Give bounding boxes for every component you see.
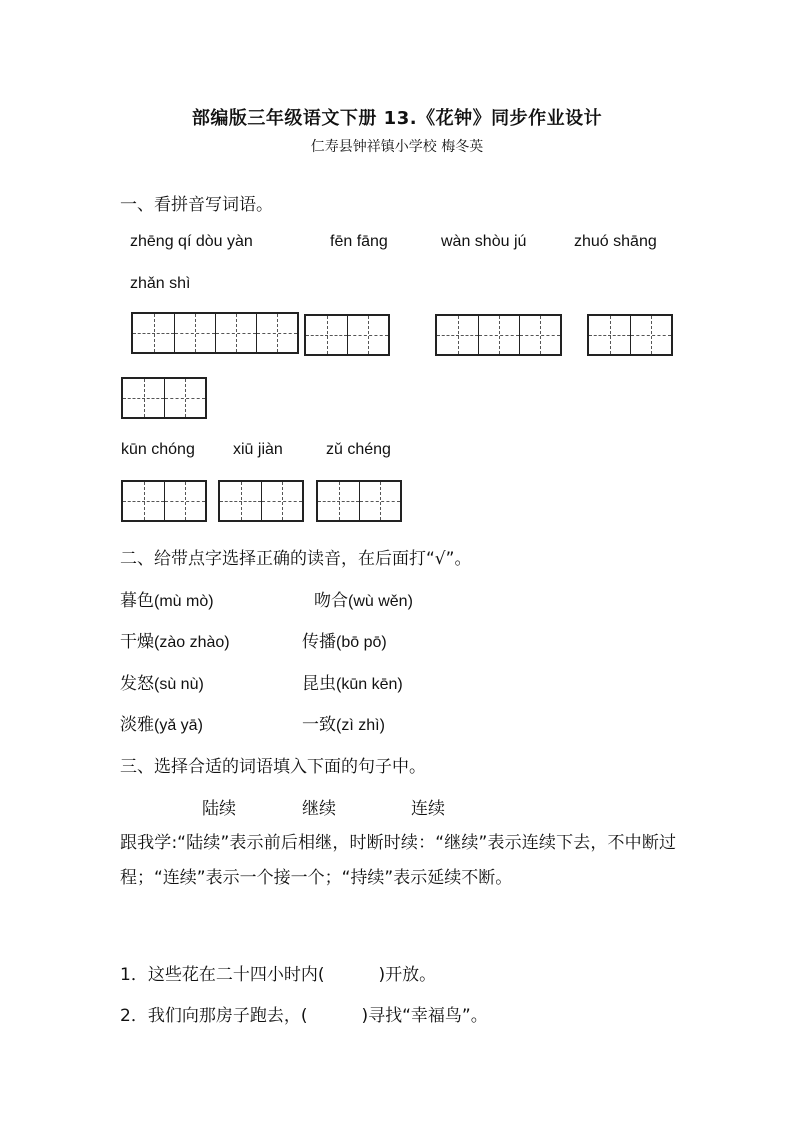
word-choice: 继续 [302, 799, 336, 819]
pinyin-3: wàn shòu jú [441, 233, 527, 250]
pinyin-5: zhǎn shì [130, 275, 191, 292]
pinyin-2: fēn fāng [330, 233, 388, 250]
section3-heading: 三、选择合适的词语填入下面的句子中。 [120, 757, 426, 777]
writing-cell[interactable] [215, 314, 256, 352]
reading-item: 发怒(sù nù) [120, 674, 204, 694]
pinyin-1: zhēng qí dòu yàn [130, 233, 253, 250]
writing-cell[interactable] [478, 316, 519, 354]
page-title: 部编版三年级语文下册 13.《花钟》同步作业设计 [191, 108, 603, 129]
writing-cell[interactable] [123, 379, 164, 417]
writing-cell[interactable] [306, 316, 347, 354]
explanation-paragraph: 跟我学:“陆续”表示前后相继，时断时续：“继续”表示连续下去，不中断过程；“连续”表示一个接一个；“持续”表示延续不断。 [120, 833, 676, 888]
section2-heading: 二、给带点字选择正确的读音，在后面打“√”。 [120, 549, 472, 569]
writing-grid-2[interactable] [304, 314, 390, 356]
writing-cell[interactable] [261, 482, 302, 520]
writing-grid-8[interactable] [316, 480, 402, 522]
reading-item: 昆虫(kūn kēn) [302, 674, 403, 694]
writing-cell[interactable] [164, 379, 205, 417]
section1-heading: 一、看拼音写词语。 [120, 195, 273, 215]
writing-grid-5[interactable] [121, 377, 207, 419]
writing-cell[interactable] [630, 316, 671, 354]
pinyin-6: kūn chóng [121, 441, 195, 458]
writing-cell[interactable] [347, 316, 388, 354]
reading-item: 淡雅(yǎ yā) [120, 715, 203, 735]
word-choice: 连续 [411, 799, 445, 819]
reading-item: 一致(zì zhì) [302, 715, 385, 735]
pinyin-7: xiū jiàn [233, 441, 283, 458]
writing-grid-1[interactable] [131, 312, 299, 354]
question-1: 1．这些花在二十四小时内( )开放。 [120, 965, 437, 985]
pinyin-8: zǔ chéng [326, 441, 391, 458]
writing-grid-6[interactable] [121, 480, 207, 522]
reading-item: 传播(bō pō) [302, 632, 387, 652]
writing-cell[interactable] [519, 316, 560, 354]
word-choice: 陆续 [202, 799, 236, 819]
reading-item: 暮色(mù mò) [120, 591, 214, 611]
writing-cell[interactable] [359, 482, 400, 520]
writing-cell[interactable] [256, 314, 297, 352]
writing-grid-7[interactable] [218, 480, 304, 522]
pinyin-4: zhuó shāng [574, 233, 657, 250]
writing-cell[interactable] [133, 314, 174, 352]
writing-cell[interactable] [123, 482, 164, 520]
writing-grid-3[interactable] [435, 314, 562, 356]
writing-cell[interactable] [589, 316, 630, 354]
question-2: 2．我们向那房子跑去，( )寻找“幸福鸟”。 [120, 1006, 488, 1026]
writing-cell[interactable] [220, 482, 261, 520]
writing-cell[interactable] [164, 482, 205, 520]
reading-item: 干燥(zào zhào) [120, 632, 230, 652]
author-line: 仁寿县钟祥镇小学校 梅冬英 [310, 139, 484, 155]
reading-item: 吻合(wù wěn) [314, 591, 413, 611]
writing-cell[interactable] [318, 482, 359, 520]
writing-cell[interactable] [174, 314, 215, 352]
writing-cell[interactable] [437, 316, 478, 354]
writing-grid-4[interactable] [587, 314, 673, 356]
